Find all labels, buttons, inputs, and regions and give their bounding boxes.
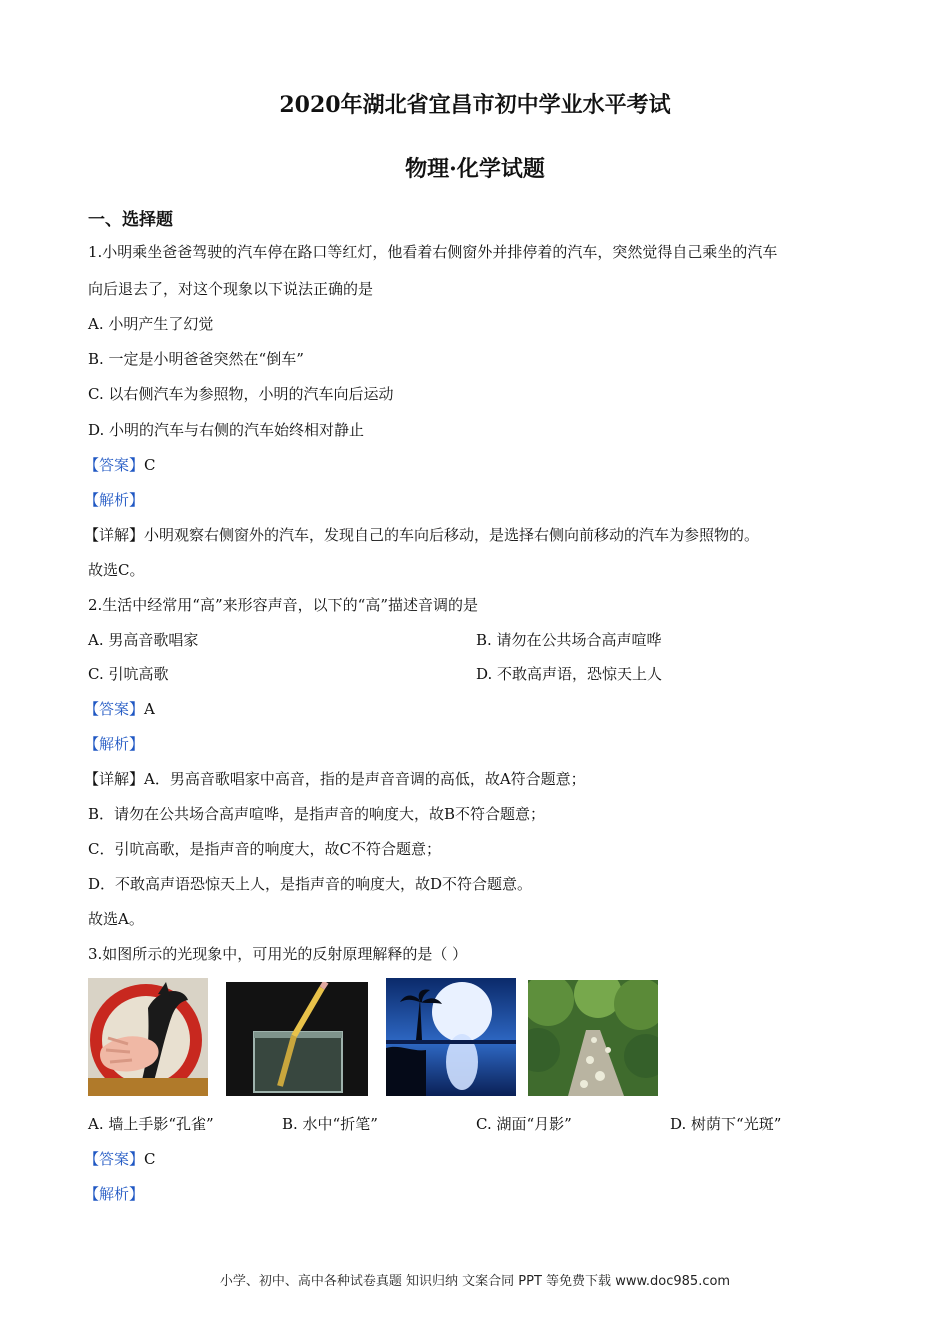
q3-analysis-tag: 【解析】 [84, 1185, 145, 1203]
q2-detail-line2: B．请勿在公共场合高声喧哗，是指声音的响度大，故B不符合题意； [88, 805, 546, 823]
detail-tag: 【详解】 [84, 770, 145, 788]
detail-text: A．男高音歌唱家中高音，指的是声音音调的高低，故A符合题意； [144, 770, 586, 788]
q2-detail-line4: D．不敢高声语恐惊天上人，是指声音的响度大，故D不符合题意。 [88, 875, 533, 893]
q3-answer [84, 1149, 156, 1169]
answer-tag: 【答案】 [84, 1150, 145, 1168]
answer-value: C [144, 1150, 156, 1168]
q1-conclusion: 故选C。 [88, 561, 145, 579]
q1-option-c: C. 以右侧汽车为参照物，小明的汽车向后运动 [88, 385, 394, 403]
q2-analysis-tag: 【解析】 [84, 735, 145, 753]
q2-option-a: A. 男高音歌唱家 [88, 631, 199, 649]
answer-tag: 【答案】 [84, 456, 145, 474]
q2-option-b: B. 请勿在公共场合高声喧哗 [476, 631, 662, 649]
answer-value: A [144, 700, 155, 718]
q2-stem: 2.生活中经常用“高”来形容声音，以下的“高”描述音调的是 [88, 596, 478, 614]
document-subtitle: 物理·化学试题 [405, 156, 545, 182]
bent-pencil-image [226, 982, 368, 1096]
q2-detail-line3: C．引吭高歌，是指声音的响度大，故C不符合题意； [88, 840, 441, 858]
q1-option-d: D. 小明的汽车与右侧的汽车始终相对静止 [88, 421, 365, 439]
q1-option-b: B. 一定是小明爸爸突然在“倒车” [88, 350, 304, 368]
q1-stem-line2: 向后退去了，对这个现象以下说法正确的是 [88, 280, 374, 298]
q2-option-d: D. 不敢高声语，恐惊天上人 [476, 665, 663, 683]
hand-shadow-image [88, 978, 208, 1096]
q1-detail [84, 525, 759, 545]
document-title: 2020年湖北省宜昌市初中学业水平考试 [279, 92, 671, 118]
q1-answer [84, 455, 156, 475]
q2-conclusion: 故选A。 [88, 910, 144, 928]
moon-reflection-image [386, 978, 516, 1096]
q1-option-a: A. 小明产生了幻觉 [88, 315, 214, 333]
detail-text: 小明观察右侧窗外的汽车，发现自己的车向后移动，是选择右侧向前移动的汽车为参照物的。 [144, 526, 760, 544]
q1-analysis-tag: 【解析】 [84, 491, 145, 509]
page-footer: 小学、初中、高中各种试卷真题 知识归纳 文案合同 PPT 等免费下载 www.doc985.com [219, 1274, 731, 1289]
q3-option-c: C. 湖面“月影” [476, 1115, 572, 1133]
answer-tag: 【答案】 [84, 700, 145, 718]
q2-option-c: C. 引吭高歌 [88, 665, 169, 683]
answer-value: C [144, 456, 156, 474]
q3-option-d: D. 树荫下“光斑” [670, 1115, 782, 1133]
q1-stem-line1: 1.小明乘坐爸爸驾驶的汽车停在路口等红灯，他看着右侧窗外并排停着的汽车，突然觉得自己乘坐的汽车 [88, 243, 778, 261]
q3-option-b: B. 水中“折笔” [282, 1115, 378, 1133]
detail-tag: 【详解】 [84, 526, 145, 544]
q2-detail-line1 [84, 769, 586, 789]
tree-light-spots-image [528, 980, 658, 1096]
q3-stem: 3.如图所示的光现象中，可用光的反射原理解释的是（ ） [88, 945, 468, 963]
section-heading: 一、选择题 [88, 210, 173, 230]
q3-option-a: A. 墙上手影“孔雀” [88, 1115, 214, 1133]
q2-answer [84, 699, 155, 719]
